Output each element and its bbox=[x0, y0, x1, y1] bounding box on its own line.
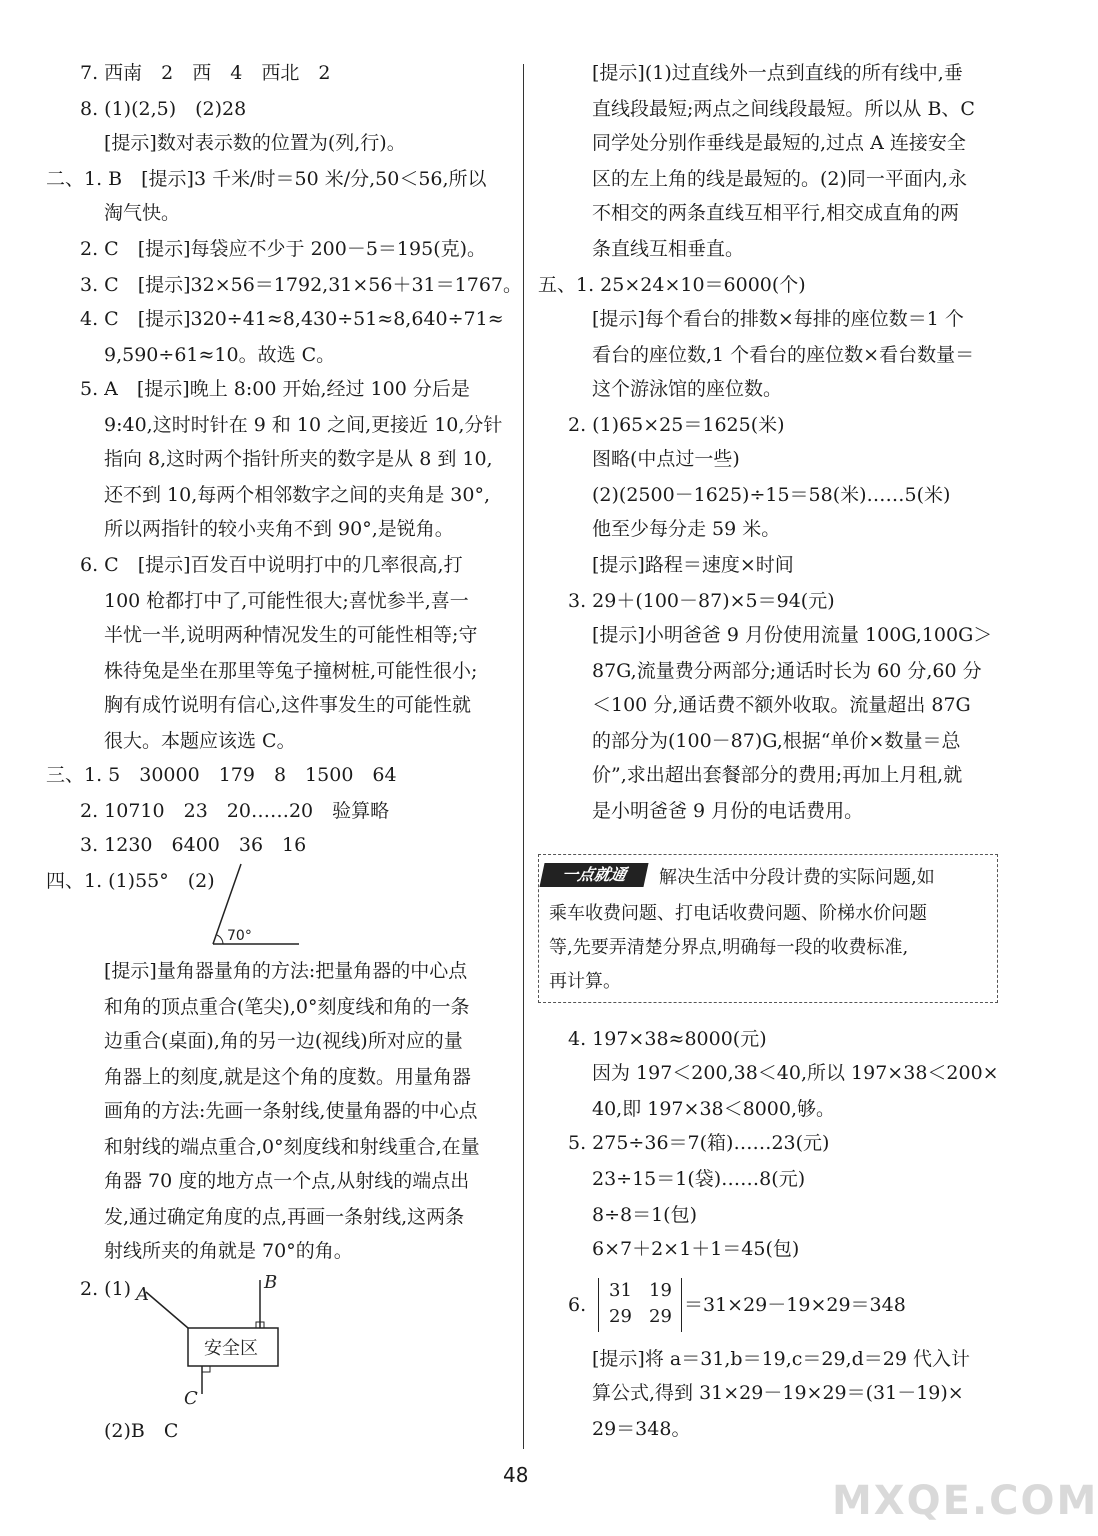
safety-zone-figure bbox=[130, 1270, 290, 1420]
safety-zone-label: 安全区 bbox=[204, 1338, 258, 1359]
answer-line: 6. C [提示]百发百中说明打中的几率很高,打 bbox=[80, 554, 463, 576]
hint-line: [提示]每个看台的排数×每排的座位数＝1 个 bbox=[592, 308, 964, 330]
hint-line: 9,590÷61≈10。故选 C。 bbox=[104, 344, 336, 366]
answer-line: 7. 西南 2 西 4 西北 2 bbox=[80, 62, 331, 84]
hint-line: 的部分为(100－87)G,根据“单价×数量＝总 bbox=[592, 730, 961, 752]
hint-line: 区的左上角的线是最短的。(2)同一平面内,永 bbox=[592, 168, 967, 190]
tip-line: 解决生活中分段计费的实际问题,如 bbox=[659, 867, 935, 888]
hint-line: 和射线的端点重合,0°刻度线和射线重合,在量 bbox=[104, 1136, 480, 1158]
hint-line: [提示]小明爸爸 9 月份使用流量 100G,100G＞ bbox=[592, 624, 993, 646]
point-a-label: A bbox=[136, 1284, 149, 1305]
answer-line: (2)B C bbox=[104, 1420, 179, 1442]
hint-line: [提示]将 a＝31,b＝19,c＝29,d＝29 代入计 bbox=[592, 1348, 971, 1370]
answer-line: 3. C [提示]32×56＝1792,31×56＋31＝1767。 bbox=[80, 274, 523, 296]
answer-line: 3. 29＋(100－87)×5＝94(元) bbox=[568, 590, 835, 612]
hint-line: 看台的座位数,1 个看台的座位数×看台数量＝ bbox=[592, 344, 975, 366]
hint-line: ＜100 分,通话费不额外收取。流量超出 87G bbox=[592, 694, 971, 716]
answer-line: 6×7＋2×1＋1＝45(包) bbox=[592, 1238, 800, 1260]
hint-line: 指向 8,这时两个指针所夹的数字是从 8 到 10, bbox=[104, 448, 493, 470]
hint-line: 射线所夹的角就是 70°的角。 bbox=[104, 1240, 353, 1262]
hint-line: 胸有成竹说明有信心,这件事发生的可能性就 bbox=[104, 694, 472, 716]
hint-line: 和角的顶点重合(笔尖),0°刻度线和角的一条 bbox=[104, 996, 470, 1018]
answer-line: 三、1. 5 30000 179 8 1500 64 bbox=[46, 764, 397, 786]
hint-line: 所以两指针的较小夹角不到 90°,是锐角。 bbox=[104, 518, 454, 540]
answer-line: 4. C [提示]320÷41≈8,430÷51≈8,640÷71≈ bbox=[80, 308, 504, 330]
hint-line: 淘气快。 bbox=[104, 202, 181, 224]
hint-line: 画角的方法:先画一条射线,使量角器的中心点 bbox=[104, 1100, 478, 1122]
hint-line: [提示]路程＝速度×时间 bbox=[592, 554, 794, 576]
answer-line: 四、1. (1)55° (2) bbox=[46, 870, 215, 892]
hint-line: 很大。本题应该选 C。 bbox=[104, 730, 296, 752]
answer-line: 5. 275÷36＝7(箱)……23(元) bbox=[568, 1132, 830, 1154]
answer-line: 五、1. 25×24×10＝6000(个) bbox=[538, 274, 806, 296]
tip-line: 等,先要弄清楚分界点,明确每一段的收费标准, bbox=[549, 937, 909, 958]
answer-line: 8÷8＝1(包) bbox=[592, 1204, 698, 1226]
answer-line: ＝31×29－19×29＝348 bbox=[684, 1294, 906, 1316]
hint-line: 发,通过确定角度的点,再画一条射线,这两条 bbox=[104, 1206, 465, 1228]
tip-badge: 一点就通 bbox=[539, 863, 648, 887]
hint-line: 直线段最短;两点之间线段最短。所以从 B、C bbox=[592, 98, 975, 120]
hint-line: [提示](1)过直线外一点到直线的所有线中,垂 bbox=[592, 62, 963, 84]
tip-line: 再计算。 bbox=[549, 971, 621, 992]
page-number: 48 bbox=[503, 1463, 529, 1487]
answer-line: (2)(2500－1625)÷15＝58(米)……5(米) bbox=[592, 484, 951, 506]
answer-line: 2. 10710 23 20……20 验算略 bbox=[80, 800, 390, 822]
answer-line: 二、1. B [提示]3 千米/时＝50 米/分,50＜56,所以 bbox=[46, 168, 487, 190]
answer-line: 因为 197＜200,38＜40,所以 197×38＜200× bbox=[592, 1062, 999, 1084]
hint-line: 边重合(桌面),角的另一边(视线)所对应的量 bbox=[104, 1030, 463, 1052]
point-b-label: B bbox=[264, 1272, 278, 1293]
matrix-c: 29 bbox=[609, 1306, 632, 1327]
hint-line: 条直线互相垂直。 bbox=[592, 238, 745, 260]
matrix-a: 31 bbox=[609, 1280, 632, 1301]
hint-line: 角器 70 度的地方点一个点,从射线的端点出 bbox=[104, 1170, 470, 1192]
answer-line: 2. (1)65×25＝1625(米) bbox=[568, 414, 785, 436]
matrix-d: 29 bbox=[649, 1306, 672, 1327]
hint-line: 是小明爸爸 9 月份的电话费用。 bbox=[592, 800, 864, 822]
hint-line: 同学处分别作垂线是最短的,过点 A 连接安全 bbox=[592, 132, 966, 154]
answer-line: 他至少每分走 59 米。 bbox=[592, 518, 781, 540]
determinant-matrix bbox=[598, 1278, 682, 1332]
hint-line: 株待兔是坐在那里等兔子撞树桩,可能性很小; bbox=[104, 660, 478, 682]
hint-line: 角器上的刻度,就是这个角的度数。用量角器 bbox=[104, 1066, 472, 1088]
hint-line: 价”,求出超出套餐部分的费用;再加上月租,就 bbox=[592, 764, 963, 786]
answer-line: 6. bbox=[568, 1294, 587, 1316]
tip-box bbox=[538, 854, 998, 1003]
answer-line: 2. (1) bbox=[80, 1278, 132, 1300]
hint-line: 算公式,得到 31×29－19×29＝(31－19)× bbox=[592, 1382, 964, 1404]
matrix-b: 19 bbox=[649, 1280, 672, 1301]
tip-line: 乘车收费问题、打电话收费问题、阶梯水价问题 bbox=[549, 903, 927, 924]
hint-line: 不相交的两条直线互相平行,相交成直角的两 bbox=[592, 202, 960, 224]
answer-line: 3. 1230 6400 36 16 bbox=[80, 834, 307, 856]
column-divider bbox=[523, 64, 524, 1449]
hint-line: 9:40,这时时针在 9 和 10 之间,更接近 10,分针 bbox=[104, 414, 503, 436]
hint-line: 还不到 10,每两个相邻数字之间的夹角是 30°, bbox=[104, 484, 491, 506]
hint-line: [提示]数对表示数的位置为(列,行)。 bbox=[104, 132, 406, 154]
angle-70-figure bbox=[205, 858, 305, 950]
answer-line: 2. C [提示]每袋应不少于 200－5＝195(克)。 bbox=[80, 238, 487, 260]
answer-line: 图略(中点过一些) bbox=[592, 448, 740, 470]
hint-line: 100 枪都打中了,可能性很大;喜忧参半,喜一 bbox=[104, 590, 469, 612]
hint-line: 这个游泳馆的座位数。 bbox=[592, 378, 783, 400]
answer-line: 5. A [提示]晚上 8:00 开始,经过 100 分后是 bbox=[80, 378, 470, 400]
point-c-label: C bbox=[184, 1388, 198, 1409]
hint-line: 半忧一半,说明两种情况发生的可能性相等;守 bbox=[104, 624, 478, 646]
answer-line: 23÷15＝1(袋)……8(元) bbox=[592, 1168, 806, 1190]
watermark-logo: MXQE.COM bbox=[832, 1478, 1098, 1524]
answer-line: 40,即 197×38＜8000,够。 bbox=[592, 1098, 836, 1120]
hint-line: 87G,流量费分两部分;通话时长为 60 分,60 分 bbox=[592, 660, 982, 682]
angle-label: 70° bbox=[227, 928, 252, 944]
answer-line: 8. (1)(2,5) (2)28 bbox=[80, 98, 247, 120]
answer-line: 4. 197×38≈8000(元) bbox=[568, 1028, 767, 1050]
hint-line: 29＝348。 bbox=[592, 1418, 691, 1440]
hint-line: [提示]量角器量角的方法:把量角器的中心点 bbox=[104, 960, 468, 982]
